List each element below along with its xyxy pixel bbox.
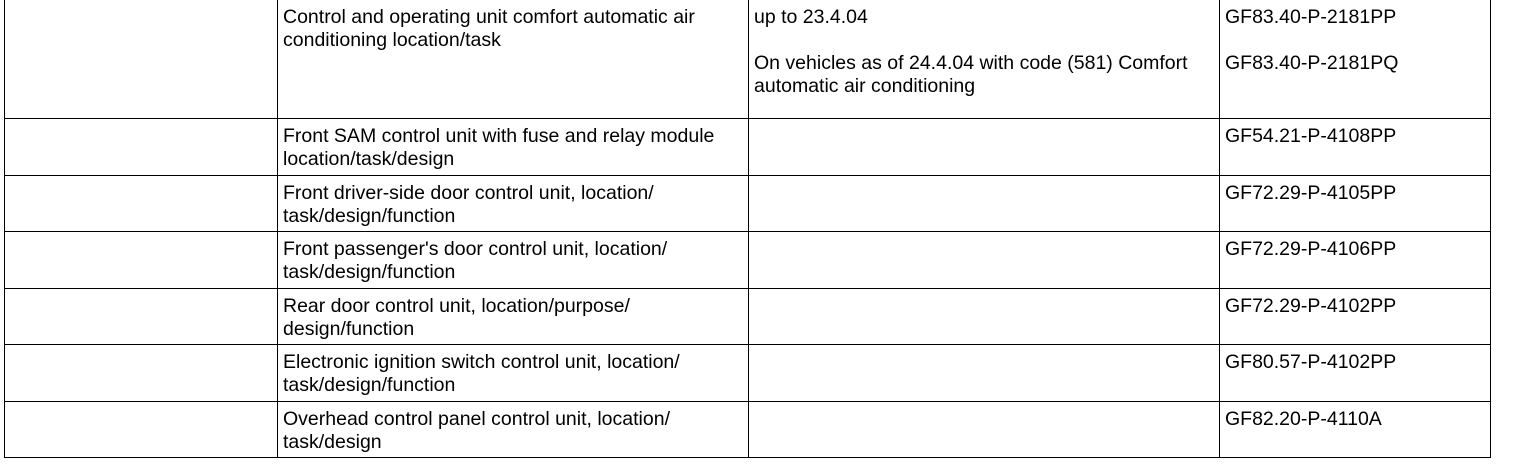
document-number: GF80.57-P-4102PP: [1225, 350, 1397, 373]
description-cell: [278, 344, 749, 401]
document-cell: [1220, 118, 1491, 175]
description-text: Electronic ignition switch control unit, location/ task/design/function: [283, 350, 680, 396]
reference-table: [4, 0, 1491, 458]
table-row: [5, 175, 1491, 231]
document-cell: [1220, 344, 1491, 401]
condition-cell: [749, 175, 1220, 231]
description-cell: [278, 175, 749, 231]
empty-cell: [5, 118, 278, 175]
description-text: Overhead control panel control unit, location/ task/design: [283, 407, 670, 453]
condition-text: [754, 176, 1219, 182]
description-text: Rear door control unit, location/purpose/ design/function: [283, 294, 630, 340]
description-text: Front driver-side door control unit, location/ task/design/function: [283, 181, 654, 227]
document-number: GF83.40-P-2181PP: [1225, 6, 1397, 28]
description-cell: [278, 288, 749, 344]
empty-cell: [5, 401, 278, 457]
document-number: GF72.29-P-4106PP: [1225, 237, 1397, 260]
document-number: GF82.20-P-4110A: [1225, 407, 1382, 430]
description-text: Control and operating unit comfort automatic air conditioning location/task: [283, 6, 695, 51]
condition-text: [754, 232, 1219, 238]
condition-text: up to 23.4.04: [754, 6, 868, 28]
condition-cell: [749, 401, 1220, 457]
table-row: [5, 231, 1491, 288]
condition-text: [754, 402, 1219, 408]
empty-cell: [5, 231, 278, 288]
condition-text: [754, 289, 1219, 295]
document-cell: [1220, 0, 1491, 118]
condition-cell: [749, 288, 1220, 344]
description-text: Front SAM control unit with fuse and relay module location/task/design: [283, 124, 715, 170]
condition-text: [754, 119, 1219, 125]
empty-cell: [5, 344, 278, 401]
description-text: Front passenger's door control unit, location/ task/design/function: [283, 237, 668, 283]
document-number: GF54.21-P-4108PP: [1225, 124, 1397, 147]
document-number: GF83.40-P-2181PQ: [1225, 52, 1399, 74]
document-cell: [1220, 288, 1491, 344]
empty-cell: [5, 0, 278, 118]
table-row: [5, 401, 1491, 457]
description-cell: [278, 118, 749, 175]
description-cell: [278, 0, 749, 118]
description-cell: [278, 401, 749, 457]
document-cell: [1220, 231, 1491, 288]
document-cell: [1220, 401, 1491, 457]
table-row: [5, 288, 1491, 344]
table-row: [5, 0, 1491, 118]
table-row: [5, 118, 1491, 175]
description-cell: [278, 231, 749, 288]
empty-cell: [5, 288, 278, 344]
document-number: GF72.29-P-4105PP: [1225, 181, 1397, 204]
condition-text: On vehicles as of 24.4.04 with code (581) Comfort automatic air conditioning: [754, 52, 1188, 97]
condition-cell: [749, 118, 1220, 175]
table-row: [5, 344, 1491, 401]
condition-cell: [749, 0, 1220, 118]
condition-cell: [749, 344, 1220, 401]
empty-cell: [5, 175, 278, 231]
document-number: GF72.29-P-4102PP: [1225, 294, 1397, 317]
document-cell: [1220, 175, 1491, 231]
condition-text: [754, 345, 1219, 351]
condition-cell: [749, 231, 1220, 288]
